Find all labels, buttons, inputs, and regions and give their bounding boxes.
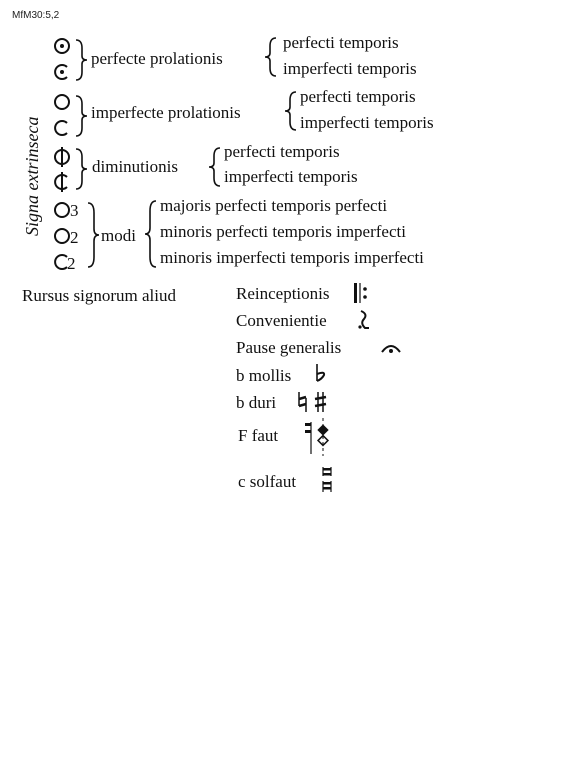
sign-name: Convenientie (236, 311, 327, 330)
flat-icon (314, 362, 328, 384)
sign-name: c solfaut (238, 472, 297, 491)
sign-name: b mollis (236, 366, 292, 385)
group-item: majoris perfecti temporis perfecti (160, 196, 388, 215)
mensuration-numeral: 2 (70, 228, 79, 247)
group-item: perfecti temporis (300, 87, 416, 106)
fermata-icon (380, 340, 402, 356)
sign-name: Reinceptionis (236, 284, 330, 303)
brace-right (86, 201, 100, 269)
circle-icon (52, 200, 72, 220)
sign-name: Pause generalis (236, 338, 342, 357)
brace-right (74, 147, 88, 191)
group-label: modi (101, 226, 136, 245)
mensuration-numeral: 3 (70, 201, 79, 220)
circle-dot-icon (52, 36, 72, 56)
group-item: minoris imperfecti temporis imperfecti (160, 248, 424, 267)
brace-left (284, 90, 298, 132)
natural-sharp-icon (296, 390, 332, 414)
sign-name: b duri (236, 393, 277, 412)
circle-icon (52, 226, 72, 246)
side-label: Signa extrinseca (22, 116, 42, 236)
sign-name: F faut (238, 426, 279, 445)
group-label: imperfecte prolationis (91, 103, 241, 122)
brace-left (144, 199, 158, 269)
c-icon (52, 118, 72, 138)
f-clef-icon (302, 416, 332, 458)
rursus-lead: Rursus signorum aliud (22, 286, 176, 305)
c-dot-icon (52, 62, 72, 82)
brace-left (208, 146, 222, 188)
group-item: minoris perfecti temporis imperfecti (160, 222, 406, 241)
group-item: imperfecti temporis (300, 113, 434, 132)
brace-right (74, 38, 88, 82)
reference-code: MfM30:5,2 (12, 10, 60, 21)
circle-slash-icon (52, 146, 72, 168)
group-item: perfecti temporis (224, 142, 340, 161)
c-slash-icon (52, 171, 72, 193)
group-label: perfecte prolationis (91, 49, 223, 68)
brace-left (264, 36, 278, 78)
mensuration-numeral: 2 (67, 254, 76, 273)
circle-icon (52, 92, 72, 112)
group-item: imperfecti temporis (224, 167, 358, 186)
group-item: perfecti temporis (283, 33, 399, 52)
group-item: imperfecti temporis (283, 59, 417, 78)
repeat-sign-icon (352, 282, 374, 304)
signum-congruentiae-icon (356, 309, 372, 331)
group-label: diminutionis (92, 157, 178, 176)
c-clef-icon (320, 465, 334, 495)
brace-right (74, 94, 88, 138)
